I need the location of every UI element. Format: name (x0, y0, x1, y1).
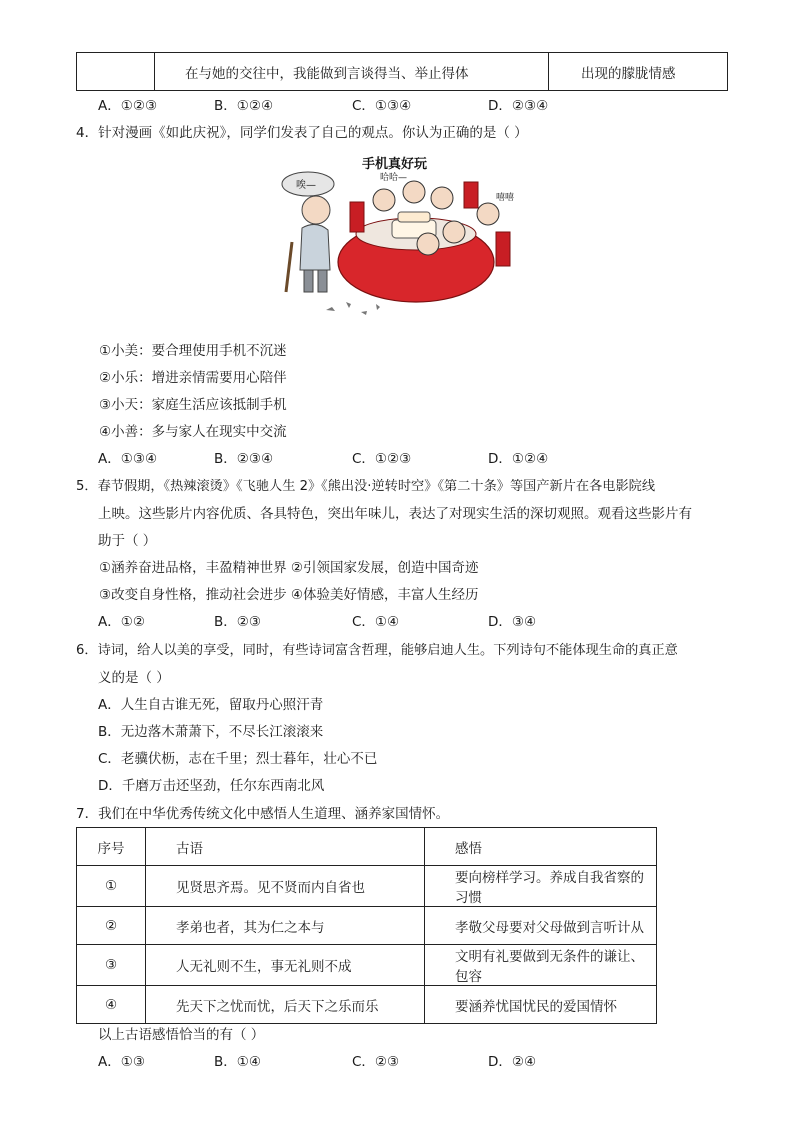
option-c[interactable]: C．①④ (352, 614, 400, 630)
question-5-line-1: 5．春节假期，《热辣滚烫》《飞驰人生 2》《熊出没·逆转时空》《第二十条》等国产新片在各电影院线 (76, 479, 656, 494)
question-5-choices-1: ①涵养奋进品格，丰盈精神世界 ②引领国家发展，创造中国奇迹 (99, 560, 479, 576)
table-cell: 见贤思齐焉。见不贤而内自省也 (146, 866, 425, 907)
header-cell: 序号 (77, 828, 146, 866)
statement-1: ①小美：要合理使用手机不沉迷 (99, 343, 287, 359)
grandfather-head (302, 196, 330, 224)
question-4-stem: 4．针对漫画《如此庆祝》，同学们发表了自己的观点。你认为正确的是（ ） (76, 125, 528, 141)
question-6-line-1: 6．诗词，给人以美的享受，同时，有些诗词富含哲理，能够启迪人生。下列诗句不能体现生命的真正意 (76, 643, 678, 658)
cartoon-image (266, 152, 536, 320)
question-6-line-2: 义的是（ ） (98, 670, 170, 686)
table-row (77, 866, 657, 907)
option-d[interactable]: D．③④ (488, 614, 537, 630)
statement-4: ④小善：多与家人在现实中交流 (99, 424, 287, 440)
table-cell: 在与她的交往中，我能做到言谈得当、举止得体 (155, 53, 549, 91)
table-row (77, 53, 728, 91)
option-b[interactable]: B．②③ (214, 614, 261, 630)
scattered-debris (326, 302, 380, 315)
cartoon-illustration (266, 152, 536, 320)
option-b[interactable]: B．②③④ (214, 451, 274, 467)
table-cell: 孝敬父母要对父母做到言听计从 (425, 907, 657, 945)
table-cell: 要向榜样学习。养成自我省察的习惯 (425, 866, 657, 907)
option-d[interactable]: D．②④ (488, 1054, 537, 1070)
table-cell: ① (77, 866, 146, 907)
question-5-line-3: 助于（ ） (98, 533, 157, 549)
previous-question-table (76, 52, 728, 91)
table-cell: 孝弟也者，其为仁之本与 (146, 907, 425, 945)
question-7-table (76, 827, 657, 1024)
option-b[interactable]: B．①②④ (214, 98, 274, 114)
question-7-after: 以上古语感悟恰当的有（ ） (98, 1027, 265, 1043)
question-7-stem: 7．我们在中华优秀传统文化中感悟人生道理、涵养家国情怀。 (76, 806, 450, 822)
walking-cane (286, 242, 292, 292)
table-header-row (77, 828, 657, 866)
haha-text: 哈哈— (380, 173, 408, 183)
header-cell: 感悟 (425, 828, 657, 866)
table-row (77, 907, 657, 945)
table-cell: 人无礼则不生，事无礼则不成 (146, 945, 425, 986)
option-d[interactable]: D．②③④ (488, 98, 549, 114)
grandfather-body (300, 224, 330, 270)
option-a[interactable]: A．①② (98, 614, 145, 630)
cartoon-title: 手机真好玩 (362, 157, 428, 172)
option-a[interactable]: A．①③ (98, 1054, 145, 1070)
table-row (77, 945, 657, 986)
option-d[interactable]: D．①②④ (488, 451, 549, 467)
option-d[interactable]: D．千磨万击还坚劲，任尔东西南北风 (98, 778, 325, 794)
table-row (77, 986, 657, 1024)
table-cell: 出现的朦胧情感 (549, 53, 728, 91)
statement-3: ③小天：家庭生活应该抵制手机 (99, 397, 287, 413)
table-cell (77, 53, 155, 91)
option-c[interactable]: C．老骥伏枥，志在千里；烈士暮年，壮心不已 (98, 751, 378, 767)
question-5-choices-2: ③改变自身性格，推动社会进步 ④体验美好情感，丰富人生经历 (99, 587, 479, 603)
option-a[interactable]: A．①②③ (98, 98, 158, 114)
header-cell: 古语 (146, 828, 425, 866)
option-a[interactable]: A．人生自古谁无死，留取丹心照汗青 (98, 697, 324, 713)
xixi-text: 嘻嘻 (496, 193, 515, 203)
table-cell: ④ (77, 986, 146, 1024)
table-cell: 要涵养忧国忧民的爱国情怀 (425, 986, 657, 1024)
option-c[interactable]: C．①②③ (352, 451, 412, 467)
bubble-text: 唉— (296, 180, 316, 191)
option-c[interactable]: C．②③ (352, 1054, 400, 1070)
option-b[interactable]: B．无边落木萧萧下，不尽长江滚滚来 (98, 724, 324, 740)
table-cell: ③ (77, 945, 146, 986)
statement-2: ②小乐：增进亲情需要用心陪伴 (99, 370, 287, 386)
option-a[interactable]: A．①③④ (98, 451, 158, 467)
question-5-line-2: 上映。这些影片内容优质、各具特色，突出年味儿，表达了对现实生活的深切观照。观看这些影片有 (98, 506, 692, 522)
table-cell: ② (77, 907, 146, 945)
table-cell: 先天下之忧而忧，后天下之乐而乐 (146, 986, 425, 1024)
table-cell: 文明有礼要做到无条件的谦让、包容 (425, 945, 657, 986)
option-b[interactable]: B．①④ (214, 1054, 261, 1070)
option-c[interactable]: C．①③④ (352, 98, 412, 114)
